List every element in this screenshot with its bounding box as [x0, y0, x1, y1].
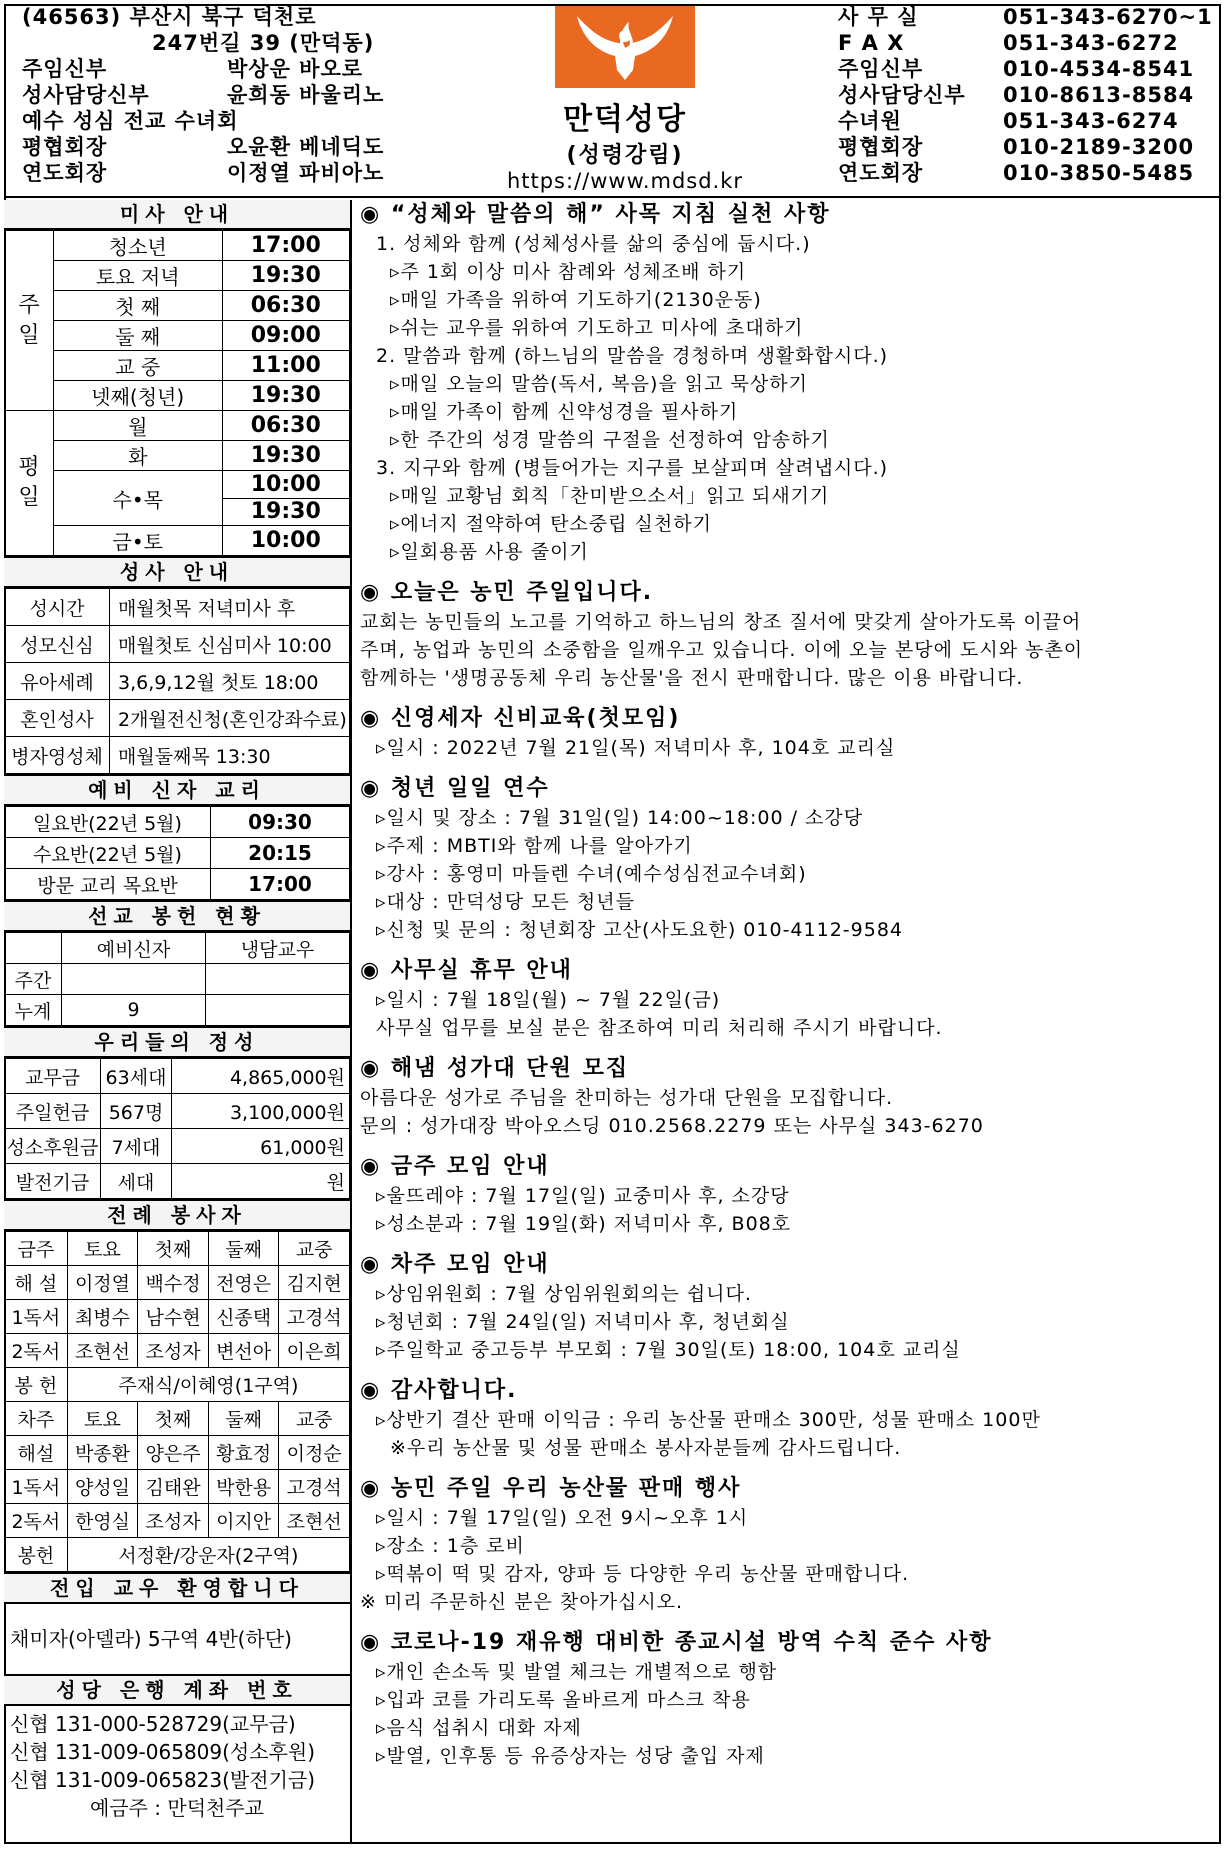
header-left-value: 윤희동 바울리노: [227, 83, 385, 107]
notice-item: [360, 1054, 1222, 1140]
sacrament-value: 3,6,9,12월 첫토 18:00: [110, 663, 350, 700]
notice-line: 주며, 농업과 농민의 소중함을 일깨우고 있습니다. 이에 오늘 본당에 도시와 농촌이: [360, 639, 1084, 661]
notice-title: ◉ 감사합니다.: [360, 1378, 518, 1403]
catechism-class: 수요반(22년 5월): [5, 838, 211, 869]
volunteers-cell: 해설: [5, 1436, 68, 1470]
mass-row: [5, 381, 350, 411]
notice-line: ▹일회용품 사용 줄이기: [390, 541, 589, 563]
mass-time: 19:30: [222, 381, 350, 411]
mission-value-a: 9: [62, 995, 206, 1026]
mass-time: 10:00: [222, 471, 350, 499]
volunteers-head-cell: 첫째: [138, 1402, 209, 1436]
notice-line: ▹개인 손소독 및 발열 체크는 개별적으로 행함: [376, 1661, 778, 1683]
volunteers-cell: 김태완: [138, 1470, 209, 1504]
header-left-value: 박상운 바오로: [227, 57, 364, 81]
volunteers-title: 전례 봉사자: [4, 1199, 350, 1231]
header-left-row: [22, 108, 522, 134]
notice-title: ◉ 신영세자 신비교육(첫모임): [360, 706, 681, 731]
notice-line: ▹강사 : 홍영미 마들렌 수녀(예수성심전교수녀회): [376, 863, 807, 885]
mission-col2: 냉담교우: [206, 933, 350, 964]
notice-line: ▹청년회 : 7월 24일(일) 저녁미사 후, 청년회실: [376, 1311, 790, 1333]
notice-line: ※ 미리 주문하신 분은 찾아가십시오.: [360, 1591, 684, 1613]
header-right-key: 성사담당신부: [838, 83, 966, 107]
sacrament-key: 유아세례: [5, 663, 110, 700]
mission-corner: [5, 933, 62, 964]
sacrament-key: 성시간: [5, 589, 110, 626]
offering-row: [5, 1059, 350, 1094]
header-right-row: [838, 108, 1218, 134]
volunteers-table: [4, 1231, 350, 1572]
sacrament-value: 매월둘째목 13:30: [110, 737, 350, 774]
notice-title: ◉ 농민 주일 우리 농산물 판매 행사: [360, 1476, 742, 1501]
volunteers-head-cell: 첫째: [138, 1232, 209, 1266]
header-right-row: [838, 134, 1218, 160]
volunteers-cell: 2독서: [5, 1334, 68, 1368]
header-right-key: 주임신부: [838, 57, 924, 81]
notice-title: ◉ 청년 일일 연수: [360, 776, 550, 801]
offering-amount: 4,865,000원: [172, 1059, 350, 1094]
mission-title: 선교 봉헌 현황: [4, 900, 350, 932]
header-left-key: 연도회장: [22, 161, 108, 185]
catechism-time: 20:15: [211, 838, 350, 869]
offering-row: [5, 1129, 350, 1164]
mass-row: [5, 261, 350, 291]
header-right-key: 수녀원: [838, 109, 902, 133]
header-left-row: [22, 160, 522, 186]
header-right-key: 평협회장: [838, 135, 924, 159]
volunteers-cell: 황효정: [208, 1436, 279, 1470]
notice-line: ▹상임위원회 : 7월 상임위원회의는 쉽니다.: [376, 1283, 752, 1305]
volunteers-cell: 고경석: [279, 1470, 350, 1504]
sacrament-title: 성사 안내: [4, 556, 350, 588]
volunteers-cell: 양은주: [138, 1436, 209, 1470]
offering-count: 7세대: [101, 1129, 172, 1164]
notice-line: ▹대상 : 만덕성당 모든 청년들: [376, 891, 635, 913]
header-right-value: 010-4534-8541: [1003, 57, 1195, 81]
notice-line: ▹울뜨레야 : 7월 17일(일) 교중미사 후, 소강당: [376, 1185, 790, 1207]
notice-item: [360, 704, 1222, 762]
church-name: 만덕성당: [563, 102, 687, 137]
sacrament-row: [5, 737, 350, 774]
mass-table: [4, 230, 350, 556]
bank-accounts: [4, 1706, 350, 1826]
notice-title: ◉ 해냄 성가대 단원 모집: [360, 1056, 630, 1081]
volunteers-cell: 남수현: [138, 1300, 209, 1334]
mass-row: [5, 471, 350, 499]
header-right-key: F A X: [838, 31, 905, 55]
header-right-value: 051-343-6272: [1003, 31, 1179, 55]
notice-title: ◉ 오늘은 농민 주일입니다.: [360, 580, 654, 605]
volunteers-offer-key: 봉 헌: [5, 1368, 68, 1402]
offering-table: [4, 1058, 350, 1199]
offering-count: 567명: [101, 1094, 172, 1129]
mission-value-b: [206, 995, 350, 1026]
mass-row: [5, 411, 350, 441]
header-right-value: 051-343-6270~1: [1003, 5, 1213, 29]
mass-time: 17:00: [222, 231, 350, 261]
volunteers-cell: 1독서: [5, 1470, 68, 1504]
notice-line: ▹입과 코를 가리도록 올바르게 마스크 착용: [376, 1689, 751, 1711]
volunteers-head-cell: 토요: [67, 1402, 138, 1436]
offering-amount: 61,000원: [172, 1129, 350, 1164]
mass-name: 둘 째: [54, 321, 223, 351]
sacrament-key: 병자영성체: [5, 737, 110, 774]
offering-row: [5, 1164, 350, 1199]
sacrament-value: 2개월전신청(혼인강좌수료): [110, 700, 350, 737]
mass-name: 교 중: [54, 351, 223, 381]
notice-title: ◉ 차주 모임 안내: [360, 1252, 550, 1277]
notice-item: [360, 774, 1222, 944]
mass-row: [5, 351, 350, 381]
notice-line: ▹일시 : 7월 17일(일) 오전 9시~오후 1시: [376, 1507, 749, 1529]
volunteers-row: [5, 1300, 350, 1334]
volunteers-cell: 최병수: [67, 1300, 138, 1334]
notice-item: [360, 1152, 1222, 1238]
notice-item: [360, 1628, 1222, 1770]
notice-line: 문의 : 성가대장 박아오스딩 010.2568.2279 또는 사무실 343-6270: [360, 1115, 984, 1137]
mass-time: 09:00: [222, 321, 350, 351]
mass-row: [5, 526, 350, 556]
mass-row: [5, 291, 350, 321]
header-left-key: 성사담당신부: [22, 83, 150, 107]
header-left-key: 주임신부: [22, 57, 108, 81]
volunteers-head-cell: 토요: [67, 1232, 138, 1266]
mass-time: 06:30: [222, 291, 350, 321]
volunteers-head-cell: 교중: [279, 1232, 350, 1266]
volunteers-head-cell: 둘째: [208, 1232, 279, 1266]
sacrament-value: 매월첫토 신심미사 10:00: [110, 626, 350, 663]
volunteers-cell: 이은희: [279, 1334, 350, 1368]
notice-title: ◉ 사무실 휴무 안내: [360, 958, 573, 983]
volunteers-offer-row: [5, 1368, 350, 1402]
header-center: [470, 6, 780, 193]
mission-table: [4, 932, 350, 1026]
notice-item: [360, 956, 1222, 1042]
mass-time: 19:30: [222, 261, 350, 291]
notice-line: ▹주제 : MBTI와 함께 나를 알아가기: [376, 835, 693, 857]
volunteers-cell: 박종환: [67, 1436, 138, 1470]
notice-line: 2. 말씀과 함께 (하느님의 말씀을 경청하며 생활화합시다.): [376, 345, 889, 367]
notice-line: 1. 성체와 함께 (성체성사를 삶의 중심에 둡시다.): [376, 233, 811, 255]
notice-line: 사무실 업무를 보실 분은 참조하여 미리 처리해 주시기 바랍니다.: [376, 1017, 943, 1039]
notice-line: ▹일시 및 장소 : 7월 31일(일) 14:00~18:00 / 소강당: [376, 807, 864, 829]
notice-line: ▹성소분과 : 7월 19일(화) 저녁미사 후, B08호: [376, 1213, 792, 1235]
offering-row: [5, 1094, 350, 1129]
volunteers-head-cell: 둘째: [208, 1402, 279, 1436]
notice-column: [360, 200, 1222, 1782]
volunteers-cell: 변선아: [208, 1334, 279, 1368]
catechism-time: 17:00: [211, 869, 350, 900]
mission-row: [5, 964, 350, 995]
header-right: [838, 4, 1218, 186]
catechism-class: 방문 교리 목요반: [5, 869, 211, 900]
mission-key: 주간: [5, 964, 62, 995]
header-right-row: [838, 82, 1218, 108]
offering-key: 교무금: [5, 1059, 101, 1094]
volunteers-head-cell: 금주: [5, 1232, 68, 1266]
notice-line: ▹매일 가족이 함께 신약성경을 필사하기: [390, 401, 739, 423]
notice-line: ▹에너지 절약하여 탄소중립 실천하기: [390, 513, 712, 535]
notice-line: ▹일시 : 2022년 7월 21일(목) 저녁미사 후, 104호 교리실: [376, 737, 896, 759]
notice-line: 함께하는 '생명공동체 우리 농산물'을 전시 판매합니다. 많은 이용 바랍니다.: [360, 667, 1024, 689]
volunteers-cell: 신종택: [208, 1300, 279, 1334]
notice-item: [360, 1474, 1222, 1616]
volunteers-head-cell: 교중: [279, 1402, 350, 1436]
bank-account: 신협 131-009-065823(발전기금): [10, 1768, 316, 1792]
church-subtitle: (성령강림): [566, 143, 684, 168]
volunteers-cell: 조현선: [67, 1334, 138, 1368]
catechism-table: [4, 806, 350, 900]
sacrament-row: [5, 589, 350, 626]
notice-line: ▹일시 : 7월 18일(월) ~ 7월 22일(금): [376, 989, 721, 1011]
notice-title: ◉ “성체와 말씀의 해” 사목 지침 실천 사항: [360, 202, 831, 227]
notice-line: ▹주 1회 이상 미사 참례와 성체조배 하기: [390, 261, 747, 283]
notice-line: ▹상반기 결산 판매 이익금 : 우리 농산물 판매소 300만, 성물 판매소 100만: [376, 1409, 1041, 1431]
catechism-class: 일요반(22년 5월): [5, 807, 211, 838]
mass-title: 미사 안내: [4, 200, 350, 230]
bank-holder: 예금주 : 만덕천주교: [89, 1796, 264, 1820]
volunteers-head: [5, 1232, 350, 1266]
offering-key: 주일헌금: [5, 1094, 101, 1129]
welcome-title: 전입 교우 환영합니다: [4, 1572, 350, 1604]
mass-name: 화: [54, 441, 223, 471]
volunteers-cell: 김지현: [279, 1266, 350, 1300]
sacrament-value: 매월첫목 저녁미사 후: [110, 589, 350, 626]
notice-title: ◉ 코로나-19 재유행 대비한 종교시설 방역 수칙 준수 사항: [360, 1630, 993, 1655]
mission-value-a: [62, 964, 206, 995]
volunteers-cell: 한영실: [67, 1504, 138, 1538]
offering-amount: 원: [172, 1164, 350, 1199]
sacrament-row: [5, 700, 350, 737]
header-right-key: 연도회장: [838, 161, 924, 185]
header-right-value: 010-3850-5485: [1003, 161, 1195, 185]
mass-row: [5, 441, 350, 471]
mass-name: 첫 째: [54, 291, 223, 321]
volunteers-cell: 해 설: [5, 1266, 68, 1300]
bank-account: 신협 131-000-528729(교무금): [10, 1712, 296, 1736]
header-right-row: [838, 4, 1218, 30]
header-right-value: 010-2189-3200: [1003, 135, 1195, 159]
volunteers-cell: 1독서: [5, 1300, 68, 1334]
header-left-key: 예수 성심 전교 수녀회: [22, 109, 239, 133]
volunteers-offer-value: 서정환/강운자(2구역): [67, 1538, 349, 1572]
mission-value-b: [206, 964, 350, 995]
sunday-label: 주 일: [5, 231, 54, 411]
notice-line: 교회는 농민들의 노고를 기억하고 하느님의 창조 질서에 맞갖게 살아가도록 이끌어: [360, 611, 1082, 633]
notice-line: ※우리 농산물 및 성물 판매소 봉사자분들께 감사드립니다.: [390, 1437, 902, 1459]
mass-time: 19:30: [222, 441, 350, 471]
catechism-time: 09:30: [211, 807, 350, 838]
sacrament-row: [5, 663, 350, 700]
volunteers-cell: 2독서: [5, 1504, 68, 1538]
notice-item: [360, 200, 1222, 566]
volunteers-cell: 이정순: [279, 1436, 350, 1470]
volunteers-cell: 백수정: [138, 1266, 209, 1300]
welcome-text: 채미자(아델라) 5구역 4반(하단): [10, 1627, 292, 1651]
mission-key: 누계: [5, 995, 62, 1026]
header-left-key: 평협회장: [22, 135, 108, 159]
header-left-value: 이정열 파비아노: [227, 161, 385, 185]
bank-title: 성당 은행 계좌 번호: [4, 1674, 350, 1706]
volunteers-cell: 이정열: [67, 1266, 138, 1300]
notice-line: ▹매일 교황님 회칙「찬미받으소서」읽고 되새기기: [390, 485, 830, 507]
offering-count: 세대: [101, 1164, 172, 1199]
volunteers-cell: 고경석: [279, 1300, 350, 1334]
mass-time: 11:00: [222, 351, 350, 381]
notice-line: ▹장소 : 1층 로비: [376, 1535, 525, 1557]
notice-line: ▹한 주간의 성경 말씀의 구절을 선정하여 암송하기: [390, 429, 830, 451]
dove-flame-icon: [555, 6, 695, 88]
volunteers-cell: 조성자: [138, 1504, 209, 1538]
notice-line: ▹쉬는 교우를 위하여 기도하고 미사에 초대하기: [390, 317, 804, 339]
sacrament-key: 성모신심: [5, 626, 110, 663]
notice-line: ▹매일 가족을 위하여 기도하기(2130운동): [390, 289, 762, 311]
header-left-row: [22, 82, 522, 108]
mass-time: 06:30: [222, 411, 350, 441]
catechism-row: [5, 807, 350, 838]
church-logo: [555, 6, 695, 88]
sacrament-row: [5, 626, 350, 663]
mission-head: [5, 933, 350, 964]
notice-line: 아름다운 성가로 주님을 찬미하는 성가대 단원을 모집합니다.: [360, 1087, 894, 1109]
header-right-value: 051-343-6274: [1003, 109, 1179, 133]
header-right-row: [838, 160, 1218, 186]
header-right-row: [838, 56, 1218, 82]
mass-name: 토요 저녁: [54, 261, 223, 291]
volunteers-row: [5, 1436, 350, 1470]
notice-line: ▹매일 오늘의 말씀(독서, 복음)을 읽고 묵상하기: [390, 373, 808, 395]
mass-name: 월: [54, 411, 223, 441]
address-line-2: 247번길 39 (만덕동): [152, 31, 375, 55]
catechism-row: [5, 869, 350, 900]
bulletin-header: [0, 0, 1229, 196]
church-url[interactable]: https://www.mdsd.kr: [506, 169, 744, 193]
sacrament-key: 혼인성사: [5, 700, 110, 737]
weekday-label: 평 일: [5, 411, 54, 556]
header-left: [22, 4, 522, 186]
header-right-key: 사 무 실: [838, 5, 919, 29]
header-left-row: [22, 134, 522, 160]
notice-line: ▹신청 및 문의 : 청년회장 고산(사도요한) 010-4112-9584: [376, 919, 903, 941]
mission-col1: 예비신자: [62, 933, 206, 964]
notice-line: ▹주일학교 중고등부 부모회 : 7월 30일(토) 18:00, 104호 교리실: [376, 1339, 961, 1361]
mission-row: [5, 995, 350, 1026]
offering-amount: 3,100,000원: [172, 1094, 350, 1129]
mass-name: 수•목: [54, 471, 223, 526]
volunteers-cell: 박한용: [208, 1470, 279, 1504]
volunteers-head-cell: 차주: [5, 1402, 68, 1436]
notice-item: [360, 1250, 1222, 1364]
header-left-value: 오윤환 베네딕도: [227, 135, 385, 159]
volunteers-row: [5, 1334, 350, 1368]
offering-key: 성소후원금: [5, 1129, 101, 1164]
volunteers-cell: 조성자: [138, 1334, 209, 1368]
notice-line: 3. 지구와 함께 (병들어가는 지구를 보살피며 살려냅시다.): [376, 457, 889, 479]
sacrament-table: [4, 588, 350, 774]
notice-line: ▹발열, 인후통 등 유증상자는 성당 출입 자제: [376, 1745, 765, 1767]
volunteers-offer-row: [5, 1538, 350, 1572]
volunteers-row: [5, 1504, 350, 1538]
notice-line: ▹떡볶이 떡 및 감자, 양파 등 다양한 우리 농산물 판매합니다.: [376, 1563, 910, 1585]
left-column: [4, 200, 352, 1844]
bank-account: 신협 131-009-065809(성소후원): [10, 1740, 316, 1764]
mass-row: [5, 321, 350, 351]
volunteers-cell: 양성일: [67, 1470, 138, 1504]
mass-name: 금•토: [54, 526, 223, 556]
notice-item: [360, 1376, 1222, 1462]
offering-count: 63세대: [101, 1059, 172, 1094]
notice-line: ▹음식 섭취시 대화 자제: [376, 1717, 582, 1739]
volunteers-row: [5, 1266, 350, 1300]
offering-key: 발전기금: [5, 1164, 101, 1199]
mass-name: 넷째(청년): [54, 381, 223, 411]
header-right-value: 010-8613-8584: [1003, 83, 1195, 107]
header-left-row: [22, 56, 522, 82]
volunteers-offer-value: 주재식/이혜영(1구역): [67, 1368, 349, 1402]
catechism-row: [5, 838, 350, 869]
catechism-title: 예비 신자 교리: [4, 774, 350, 806]
mass-time: 10:00: [222, 526, 350, 556]
notice-item: [360, 578, 1222, 692]
volunteers-head: [5, 1402, 350, 1436]
mass-row: [5, 231, 350, 261]
offering-title: 우리들의 정성: [4, 1026, 350, 1058]
volunteers-cell: 전영은: [208, 1266, 279, 1300]
volunteers-cell: 조현선: [279, 1504, 350, 1538]
volunteers-offer-key: 봉헌: [5, 1538, 68, 1572]
address-line-1: (46563) 부산시 북구 덕천로: [22, 5, 317, 29]
volunteers-row: [5, 1470, 350, 1504]
volunteers-cell: 이지안: [208, 1504, 279, 1538]
notice-title: ◉ 금주 모임 안내: [360, 1154, 550, 1179]
mass-time: 19:30: [222, 498, 350, 526]
header-right-row: [838, 30, 1218, 56]
header-divider: [4, 196, 1221, 198]
mass-name: 청소년: [54, 231, 223, 261]
